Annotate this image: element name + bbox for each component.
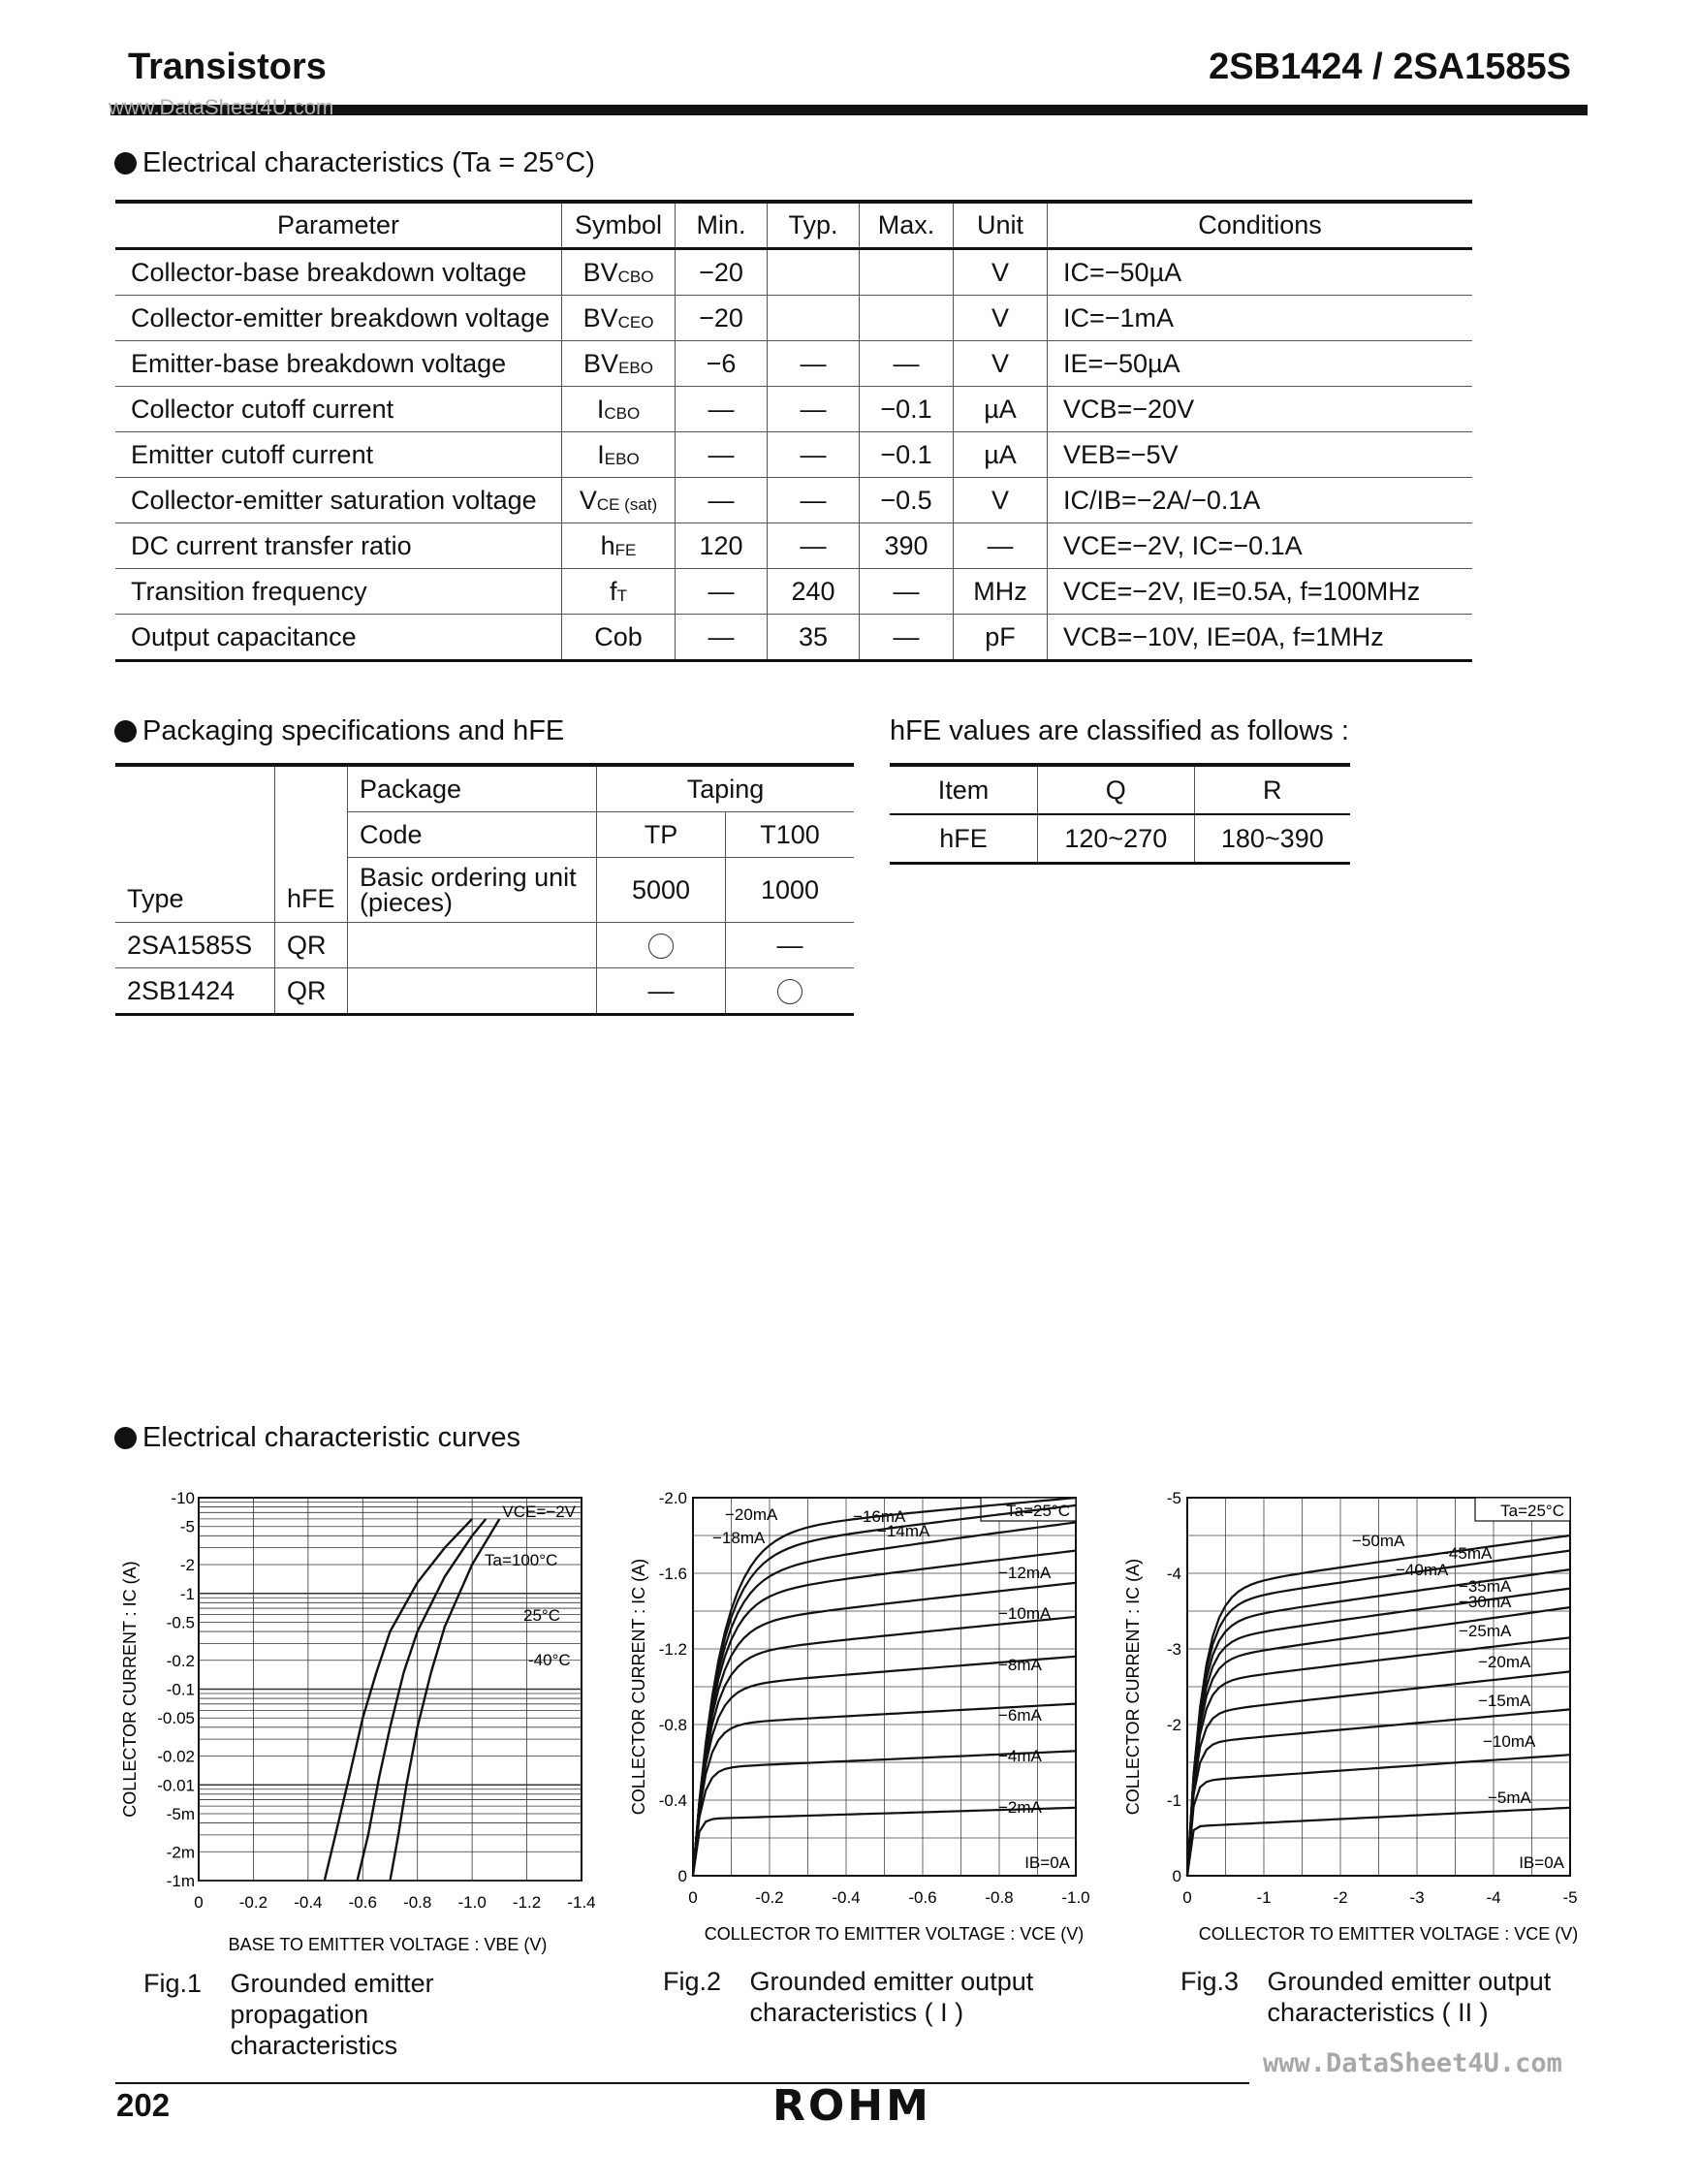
max-cell: 390 [860, 523, 954, 569]
type-header: Type [115, 765, 275, 923]
max-cell [860, 249, 954, 296]
table-row [115, 296, 1472, 341]
y-tick-label: -5m [166, 1804, 195, 1823]
bullet-icon [114, 152, 137, 174]
curves-heading: Electrical characteristic curves [114, 1422, 520, 1454]
packaging-table [115, 763, 854, 1016]
hfe-class-heading: hFE values are classified as follows : [890, 715, 1349, 746]
y-tick-label: -0.8 [658, 1716, 687, 1734]
x-tick-label: -0.2 [238, 1893, 268, 1912]
x-tick-label: -1.0 [457, 1893, 487, 1912]
q-value: 120~270 [1038, 814, 1195, 864]
y-tick-label: -1 [1166, 1791, 1181, 1810]
base-current-label: IB=0A [1024, 1853, 1070, 1872]
col-conditions: Conditions [1048, 202, 1473, 249]
table-row [115, 569, 1472, 615]
param-cell: DC current transfer ratio [115, 523, 562, 569]
package-label: Package [348, 765, 597, 812]
basic-ordering-label: Basic ordering unit (pieces) [348, 858, 597, 923]
x-axis-label: COLLECTOR TO EMITTER VOLTAGE : VCE (V) [704, 1924, 1085, 1944]
caption-number: Fig.2 [663, 1967, 722, 1996]
y-tick-label: -0.01 [157, 1776, 195, 1795]
x-axis-label: BASE TO EMITTER VOLTAGE : VBE (V) [228, 1935, 548, 1954]
x-tick-label: -5 [1562, 1888, 1578, 1907]
col-symbol: Symbol [562, 202, 676, 249]
x-tick-label: -0.2 [755, 1888, 784, 1907]
x-tick-label: -0.6 [348, 1893, 377, 1912]
symbol-cell: $I_{EBO}$ [562, 432, 676, 478]
x-tick-label: -4 [1486, 1888, 1501, 1907]
y-tick-label: -1.2 [658, 1640, 687, 1659]
watermark-bottom[interactable]: www.DataSheet4U.com [1263, 2048, 1562, 2078]
bullet-icon [114, 720, 137, 743]
condition-label: VCE=−2V [502, 1503, 576, 1521]
tp-cell [597, 923, 726, 968]
unit-cell: V [954, 341, 1048, 387]
typ-cell: 240 [768, 569, 860, 615]
y-tick-label: -1.6 [658, 1565, 687, 1583]
y-tick-label: -5 [179, 1517, 195, 1536]
y-axis-label: COLLECTOR CURRENT : IC (A) [1123, 1558, 1143, 1816]
conditions-cell: IC=−1mA [1048, 296, 1473, 341]
y-tick-label: -0.5 [166, 1613, 195, 1632]
symbol-cell: $BV_{CEO}$ [562, 296, 676, 341]
table-header [115, 202, 1472, 249]
caption-number: Fig.1 [143, 1969, 203, 1998]
bullet-icon [114, 1427, 137, 1449]
y-tick-label: -3 [1166, 1640, 1181, 1659]
rohm-logo: ROHM [772, 2081, 931, 2131]
x-tick-label: -0.4 [832, 1888, 861, 1907]
y-tick-label: -2m [166, 1843, 195, 1862]
series-label: −30mA [1459, 1593, 1512, 1611]
conditions-cell: VEB=−5V [1048, 432, 1473, 478]
series-label: −35mA [1459, 1577, 1512, 1596]
condition-label: Ta=25°C [1500, 1502, 1564, 1520]
qty-t100: 1000 [726, 858, 855, 923]
series-label: −2mA [998, 1798, 1042, 1817]
x-tick-label: -1.0 [1061, 1888, 1090, 1907]
y-axis-label: COLLECTOR CURRENT : IC (A) [629, 1558, 648, 1816]
table-row [115, 615, 1472, 661]
y-tick-label: -0.4 [658, 1791, 687, 1810]
symbol-cell: $BV_{CBO}$ [562, 249, 676, 296]
y-tick-label: -1m [166, 1872, 195, 1890]
param-cell: Emitter cutoff current [115, 432, 562, 478]
q-header: Q [1038, 765, 1195, 814]
part-number: 2SB1424 / 2SA1585S [1209, 47, 1571, 87]
r-value: 180~390 [1194, 814, 1350, 864]
series-label: -40°C [528, 1651, 571, 1669]
unit-cell: V [954, 478, 1048, 523]
series-label: Ta=100°C [485, 1551, 558, 1569]
col-unit: Unit [954, 202, 1048, 249]
table-row [115, 341, 1472, 387]
tp-cell: — [597, 968, 726, 1015]
caption-fig3 [1180, 1966, 1578, 2028]
min-cell: — [676, 615, 768, 661]
series-label: −14mA [877, 1522, 930, 1540]
unit-cell: MHz [954, 569, 1048, 615]
page-number: 202 [116, 2087, 171, 2123]
param-cell: Emitter-base breakdown voltage [115, 341, 562, 387]
unit-cell: µA [954, 432, 1048, 478]
series-label: −15mA [1478, 1692, 1531, 1710]
r-header: R [1194, 765, 1350, 814]
y-tick-label: -0.02 [157, 1747, 195, 1766]
series-label: −16mA [853, 1507, 906, 1526]
type-cell: 2SA1585S [115, 923, 275, 968]
x-tick-label: -0.8 [403, 1893, 432, 1912]
hfe-header: hFE [275, 765, 348, 923]
table-row [115, 432, 1472, 478]
table-row [115, 523, 1472, 569]
col-parameter: Parameter [115, 202, 562, 249]
y-tick-label: -10 [171, 1489, 195, 1507]
max-cell [860, 296, 954, 341]
series-label: −25mA [1459, 1622, 1512, 1640]
type-cell: 2SB1424 [115, 968, 275, 1015]
param-cell: Transition frequency [115, 569, 562, 615]
series-label: −40mA [1396, 1561, 1449, 1579]
conditions-cell: VCE=−2V, IE=0.5A, f=100MHz [1048, 569, 1473, 615]
caption-text: Grounded emitter output characteristics ( II ) [1267, 1967, 1552, 2027]
series-line [358, 1519, 487, 1881]
empty-cell [348, 923, 597, 968]
x-axis-label: COLLECTOR TO EMITTER VOLTAGE : VCE (V) [1198, 1924, 1579, 1944]
col-typ: Typ. [768, 202, 860, 249]
series-label: −6mA [998, 1706, 1042, 1725]
code-tp: TP [597, 812, 726, 858]
hfe-row-label: hFE [890, 814, 1038, 864]
t100-cell: — [726, 923, 855, 968]
y-tick-label: -4 [1166, 1565, 1181, 1583]
unit-cell: µA [954, 387, 1048, 432]
base-current-label: IB=0A [1519, 1853, 1564, 1872]
y-axis-label: COLLECTOR CURRENT : IC (A) [120, 1561, 140, 1818]
caption-fig1 [143, 1968, 541, 2061]
min-cell: — [676, 478, 768, 523]
symbol-cell: Cob [562, 615, 676, 661]
hfe-class-table [890, 763, 1350, 865]
col-min: Min. [676, 202, 768, 249]
unit-cell: — [954, 523, 1048, 569]
caption-number: Fig.3 [1180, 1967, 1240, 1996]
caption-fig2 [663, 1966, 1060, 2028]
table-row [115, 478, 1472, 523]
electrical-heading: Electrical characteristics (Ta = 25°C) [114, 147, 595, 179]
caption-text: Grounded emitter propagation characteristics [230, 1969, 434, 2060]
series-label: −20mA [725, 1505, 778, 1524]
caption-text: Grounded emitter output characteristics ( I ) [749, 1967, 1034, 2027]
max-cell: −0.1 [860, 432, 954, 478]
y-tick-label: -0.2 [166, 1651, 195, 1670]
x-tick-label: -1.4 [567, 1893, 596, 1912]
available-mark [648, 934, 674, 959]
max-cell: — [860, 615, 954, 661]
y-tick-label: -1 [179, 1584, 195, 1603]
min-cell: — [676, 432, 768, 478]
y-tick-label: 0 [677, 1867, 687, 1885]
x-tick-label: -1 [1256, 1888, 1272, 1907]
min-cell: 120 [676, 523, 768, 569]
packaging-heading: Packaging specifications and hFE [114, 715, 564, 747]
conditions-cell: IE=−50µA [1048, 341, 1473, 387]
hfe-cell: QR [275, 968, 348, 1015]
conditions-cell: VCB=−20V [1048, 387, 1473, 432]
item-header: Item [890, 765, 1038, 814]
typ-cell: — [768, 523, 860, 569]
series-label: −50mA [1352, 1532, 1405, 1550]
code-t100: T100 [726, 812, 855, 858]
conditions-cell: IC/IB=−2A/−0.1A [1048, 478, 1473, 523]
symbol-cell: $h_{FE}$ [562, 523, 676, 569]
symbol-cell: $V_{CE (sat)}$ [562, 478, 676, 523]
unit-cell: V [954, 296, 1048, 341]
x-tick-label: -0.4 [294, 1893, 323, 1912]
series-label: 25°C [523, 1606, 560, 1625]
conditions-cell: IC=−50µA [1048, 249, 1473, 296]
max-cell: −0.1 [860, 387, 954, 432]
section-title: Transistors [128, 47, 327, 87]
max-cell: — [860, 341, 954, 387]
series-label: −10mA [998, 1604, 1052, 1623]
y-tick-label: -2 [179, 1556, 195, 1575]
series-label: −8mA [998, 1656, 1042, 1674]
empty-cell [348, 968, 597, 1015]
conditions-cell: VCB=−10V, IE=0A, f=1MHz [1048, 615, 1473, 661]
conditions-cell: VCE=−2V, IC=−0.1A [1048, 523, 1473, 569]
symbol-cell: $I_{CBO}$ [562, 387, 676, 432]
x-tick-label: 0 [1182, 1888, 1192, 1907]
typ-cell: — [768, 478, 860, 523]
param-cell: Collector cutoff current [115, 387, 562, 432]
param-cell: Collector-emitter saturation voltage [115, 478, 562, 523]
col-max: Max. [860, 202, 954, 249]
series-label: −45mA [1439, 1544, 1493, 1563]
symbol-cell: $BV_{EBO}$ [562, 341, 676, 387]
t100-cell [726, 968, 855, 1015]
param-cell: Output capacitance [115, 615, 562, 661]
param-cell: Collector-base breakdown voltage [115, 249, 562, 296]
hfe-cell: QR [275, 923, 348, 968]
min-cell: −6 [676, 341, 768, 387]
condition-label: Ta=25°C [1006, 1502, 1070, 1520]
unit-cell: V [954, 249, 1048, 296]
series-label: −18mA [712, 1529, 766, 1547]
typ-cell: — [768, 432, 860, 478]
table-row [115, 923, 854, 968]
y-tick-label: -2.0 [658, 1489, 687, 1507]
series-label: −5mA [1488, 1788, 1531, 1807]
table-row [115, 968, 854, 1015]
table-row [115, 387, 1472, 432]
typ-cell: — [768, 341, 860, 387]
max-cell: −0.5 [860, 478, 954, 523]
x-tick-label: 0 [194, 1893, 204, 1912]
min-cell: — [676, 569, 768, 615]
y-tick-label: -2 [1166, 1716, 1181, 1734]
max-cell: — [860, 569, 954, 615]
param-cell: Collector-emitter breakdown voltage [115, 296, 562, 341]
x-tick-label: 0 [688, 1888, 698, 1907]
available-mark [777, 979, 802, 1004]
series-label: −4mA [998, 1747, 1042, 1765]
min-cell: −20 [676, 249, 768, 296]
y-tick-label: -5 [1166, 1489, 1181, 1507]
series-label: −12mA [998, 1564, 1052, 1582]
symbol-cell: $f_T$ [562, 569, 676, 615]
code-label: Code [348, 812, 597, 858]
y-tick-label: -0.1 [166, 1680, 195, 1699]
unit-cell: pF [954, 615, 1048, 661]
series-label: −20mA [1478, 1653, 1531, 1671]
x-tick-label: -0.8 [985, 1888, 1014, 1907]
watermark-top[interactable]: www.DataSheet4U.com [109, 95, 334, 119]
y-tick-label: -0.05 [157, 1709, 195, 1728]
typ-cell [768, 249, 860, 296]
x-tick-label: -1.2 [512, 1893, 542, 1912]
taping-label: Taping [597, 765, 855, 812]
series-line [391, 1519, 500, 1881]
electrical-table [115, 200, 1472, 662]
series-label: −10mA [1483, 1732, 1536, 1751]
min-cell: −20 [676, 296, 768, 341]
typ-cell: — [768, 387, 860, 432]
y-tick-label: 0 [1172, 1867, 1181, 1885]
footer-rule [115, 2082, 1249, 2084]
typ-cell [768, 296, 860, 341]
typ-cell: 35 [768, 615, 860, 661]
table-row [115, 249, 1472, 296]
x-tick-label: -3 [1409, 1888, 1425, 1907]
series-line [325, 1519, 472, 1881]
characteristic-charts [0, 1473, 1699, 1958]
min-cell: — [676, 387, 768, 432]
x-tick-label: -0.6 [908, 1888, 937, 1907]
qty-tp: 5000 [597, 858, 726, 923]
x-tick-label: -2 [1333, 1888, 1348, 1907]
